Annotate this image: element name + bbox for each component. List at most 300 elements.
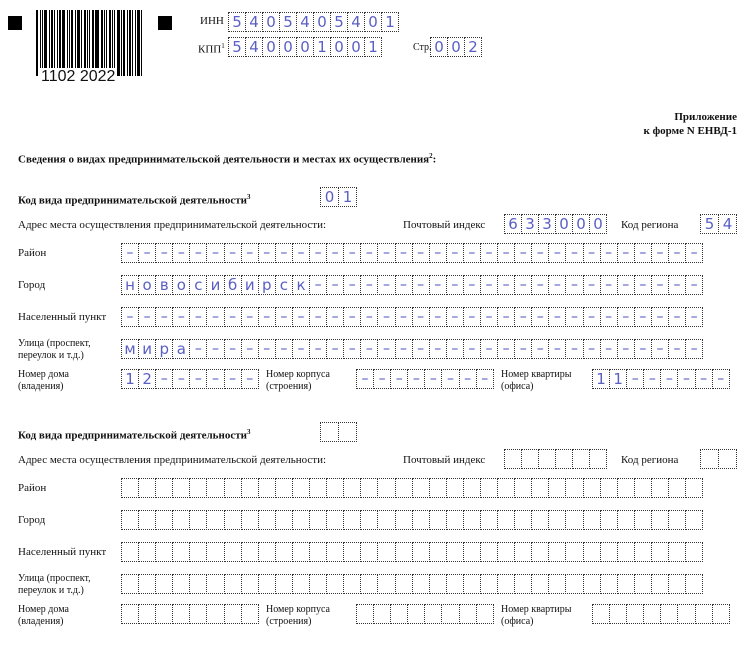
char-cell[interactable] — [292, 574, 310, 594]
char-cell[interactable] — [651, 478, 669, 498]
char-cell[interactable]: 0 — [364, 12, 382, 32]
char-cell[interactable] — [429, 542, 447, 562]
char-cell[interactable] — [189, 604, 207, 624]
char-cell[interactable]: 1 — [121, 369, 139, 389]
char-cell[interactable] — [309, 510, 327, 530]
char-cell[interactable] — [480, 510, 498, 530]
char-cell[interactable] — [514, 478, 532, 498]
char-cell[interactable]: и — [206, 275, 224, 295]
char-cell[interactable] — [395, 478, 413, 498]
char-cell[interactable]: – — [429, 243, 447, 263]
char-cell[interactable] — [463, 478, 481, 498]
char-cell[interactable]: 0 — [262, 37, 280, 57]
char-cell[interactable] — [390, 604, 408, 624]
char-cell[interactable] — [172, 478, 190, 498]
char-cell[interactable] — [583, 510, 601, 530]
char-cell[interactable] — [497, 478, 515, 498]
char-cell[interactable]: – — [373, 369, 391, 389]
char-cell[interactable]: 0 — [555, 214, 573, 234]
char-cell[interactable]: о — [138, 275, 156, 295]
char-cell[interactable]: 1 — [381, 12, 399, 32]
char-cell[interactable] — [718, 449, 737, 469]
char-cell[interactable] — [275, 574, 293, 594]
char-cell[interactable]: – — [343, 339, 361, 359]
char-cell[interactable] — [538, 449, 556, 469]
char-cell[interactable]: 0 — [347, 37, 365, 57]
char-cell[interactable] — [685, 478, 703, 498]
char-cell[interactable]: – — [446, 243, 464, 263]
char-cell[interactable]: – — [583, 307, 601, 327]
char-cell[interactable]: – — [343, 275, 361, 295]
char-cell[interactable] — [685, 574, 703, 594]
char-cell[interactable]: – — [258, 243, 276, 263]
char-cell[interactable] — [172, 604, 190, 624]
building-number-field[interactable] — [356, 369, 494, 389]
char-cell[interactable]: – — [626, 369, 644, 389]
char-cell[interactable] — [412, 574, 430, 594]
char-cell[interactable] — [343, 510, 361, 530]
char-cell[interactable]: – — [600, 307, 618, 327]
char-cell[interactable] — [548, 574, 566, 594]
char-cell[interactable]: 4 — [296, 12, 314, 32]
char-cell[interactable]: – — [309, 307, 327, 327]
char-cell[interactable]: 0 — [279, 37, 297, 57]
char-cell[interactable] — [206, 542, 224, 562]
char-cell[interactable]: – — [292, 307, 310, 327]
char-cell[interactable] — [343, 478, 361, 498]
char-cell[interactable]: – — [480, 307, 498, 327]
char-cell[interactable] — [121, 542, 139, 562]
char-cell[interactable] — [224, 510, 242, 530]
char-cell[interactable]: – — [309, 275, 327, 295]
char-cell[interactable]: – — [685, 275, 703, 295]
char-cell[interactable]: – — [121, 243, 139, 263]
char-cell[interactable] — [241, 510, 259, 530]
char-cell[interactable]: – — [395, 339, 413, 359]
char-cell[interactable] — [521, 449, 539, 469]
char-cell[interactable]: – — [429, 339, 447, 359]
char-cell[interactable] — [155, 510, 173, 530]
char-cell[interactable]: – — [463, 243, 481, 263]
char-cell[interactable] — [548, 510, 566, 530]
char-cell[interactable]: – — [258, 339, 276, 359]
char-cell[interactable] — [548, 478, 566, 498]
kpp-field[interactable] — [228, 37, 382, 57]
char-cell[interactable] — [446, 478, 464, 498]
char-cell[interactable] — [241, 574, 259, 594]
char-cell[interactable] — [589, 449, 607, 469]
char-cell[interactable] — [463, 574, 481, 594]
char-cell[interactable] — [497, 510, 515, 530]
char-cell[interactable]: – — [360, 339, 378, 359]
char-cell[interactable] — [480, 574, 498, 594]
char-cell[interactable]: 4 — [347, 12, 365, 32]
char-cell[interactable] — [377, 510, 395, 530]
char-cell[interactable]: – — [292, 339, 310, 359]
region-code-field[interactable] — [700, 214, 737, 234]
char-cell[interactable] — [565, 574, 583, 594]
char-cell[interactable]: – — [634, 339, 652, 359]
char-cell[interactable]: 1 — [609, 369, 627, 389]
char-cell[interactable]: – — [189, 369, 207, 389]
char-cell[interactable] — [441, 604, 459, 624]
char-cell[interactable] — [668, 542, 686, 562]
char-cell[interactable] — [617, 510, 635, 530]
activity-code-field[interactable] — [320, 187, 357, 207]
char-cell[interactable]: 5 — [700, 214, 719, 234]
char-cell[interactable] — [138, 574, 156, 594]
char-cell[interactable] — [189, 542, 207, 562]
char-cell[interactable]: с — [275, 275, 293, 295]
char-cell[interactable] — [326, 510, 344, 530]
char-cell[interactable]: – — [531, 243, 549, 263]
char-cell[interactable]: – — [463, 307, 481, 327]
char-cell[interactable] — [377, 478, 395, 498]
char-cell[interactable] — [172, 542, 190, 562]
char-cell[interactable] — [668, 478, 686, 498]
postal-index-field[interactable] — [504, 214, 607, 234]
char-cell[interactable]: в — [155, 275, 173, 295]
char-cell[interactable]: – — [390, 369, 408, 389]
char-cell[interactable]: – — [712, 369, 730, 389]
char-cell[interactable]: – — [497, 307, 515, 327]
char-cell[interactable]: – — [600, 275, 618, 295]
char-cell[interactable]: 0 — [330, 37, 348, 57]
char-cell[interactable]: – — [514, 243, 532, 263]
char-cell[interactable] — [275, 542, 293, 562]
char-cell[interactable]: – — [360, 307, 378, 327]
char-cell[interactable] — [241, 604, 259, 624]
char-cell[interactable]: – — [583, 275, 601, 295]
char-cell[interactable] — [172, 574, 190, 594]
char-cell[interactable] — [412, 542, 430, 562]
char-cell[interactable] — [583, 574, 601, 594]
char-cell[interactable]: – — [583, 339, 601, 359]
char-cell[interactable] — [685, 510, 703, 530]
char-cell[interactable] — [138, 478, 156, 498]
char-cell[interactable] — [412, 478, 430, 498]
char-cell[interactable]: – — [206, 307, 224, 327]
char-cell[interactable]: – — [241, 369, 259, 389]
char-cell[interactable] — [121, 510, 139, 530]
char-cell[interactable] — [138, 510, 156, 530]
char-cell[interactable] — [343, 542, 361, 562]
char-cell[interactable]: 3 — [521, 214, 539, 234]
char-cell[interactable]: – — [441, 369, 459, 389]
char-cell[interactable] — [600, 542, 618, 562]
char-cell[interactable]: а — [172, 339, 190, 359]
char-cell[interactable] — [377, 542, 395, 562]
char-cell[interactable] — [609, 604, 627, 624]
char-cell[interactable]: 0 — [296, 37, 314, 57]
char-cell[interactable]: – — [660, 369, 678, 389]
char-cell[interactable]: – — [138, 243, 156, 263]
char-cell[interactable]: – — [360, 275, 378, 295]
char-cell[interactable] — [700, 449, 719, 469]
char-cell[interactable]: – — [565, 275, 583, 295]
char-cell[interactable]: 2 — [464, 37, 482, 57]
char-cell[interactable] — [138, 542, 156, 562]
char-cell[interactable]: – — [412, 275, 430, 295]
char-cell[interactable]: – — [377, 275, 395, 295]
char-cell[interactable]: – — [275, 243, 293, 263]
char-cell[interactable]: – — [548, 243, 566, 263]
char-cell[interactable] — [592, 604, 610, 624]
char-cell[interactable]: 0 — [320, 187, 339, 207]
char-cell[interactable]: – — [459, 369, 477, 389]
house-number-field[interactable] — [121, 604, 259, 624]
char-cell[interactable] — [565, 478, 583, 498]
char-cell[interactable]: 1 — [592, 369, 610, 389]
city-field[interactable] — [121, 510, 703, 530]
building-number-field[interactable] — [356, 604, 494, 624]
char-cell[interactable]: – — [685, 339, 703, 359]
char-cell[interactable]: 5 — [228, 12, 246, 32]
char-cell[interactable]: – — [651, 339, 669, 359]
char-cell[interactable] — [480, 478, 498, 498]
char-cell[interactable] — [634, 478, 652, 498]
char-cell[interactable] — [463, 542, 481, 562]
char-cell[interactable] — [155, 574, 173, 594]
char-cell[interactable] — [155, 478, 173, 498]
char-cell[interactable] — [712, 604, 730, 624]
locality-field[interactable] — [121, 307, 703, 327]
char-cell[interactable] — [258, 510, 276, 530]
char-cell[interactable]: – — [617, 307, 635, 327]
char-cell[interactable] — [634, 510, 652, 530]
char-cell[interactable] — [531, 510, 549, 530]
char-cell[interactable]: – — [548, 275, 566, 295]
char-cell[interactable] — [480, 542, 498, 562]
char-cell[interactable]: – — [326, 275, 344, 295]
char-cell[interactable]: – — [206, 243, 224, 263]
char-cell[interactable]: – — [531, 275, 549, 295]
char-cell[interactable]: – — [668, 339, 686, 359]
char-cell[interactable] — [643, 604, 661, 624]
char-cell[interactable] — [360, 542, 378, 562]
char-cell[interactable]: – — [668, 307, 686, 327]
char-cell[interactable]: – — [565, 307, 583, 327]
char-cell[interactable] — [617, 542, 635, 562]
char-cell[interactable]: – — [668, 243, 686, 263]
house-number-field[interactable] — [121, 369, 259, 389]
char-cell[interactable] — [206, 574, 224, 594]
char-cell[interactable]: – — [224, 243, 242, 263]
char-cell[interactable]: – — [600, 339, 618, 359]
char-cell[interactable]: 1 — [313, 37, 331, 57]
char-cell[interactable] — [343, 574, 361, 594]
char-cell[interactable] — [514, 510, 532, 530]
char-cell[interactable]: 0 — [447, 37, 465, 57]
char-cell[interactable]: – — [407, 369, 425, 389]
char-cell[interactable]: б — [224, 275, 242, 295]
char-cell[interactable]: – — [155, 369, 173, 389]
char-cell[interactable] — [514, 542, 532, 562]
char-cell[interactable]: – — [395, 243, 413, 263]
char-cell[interactable]: – — [356, 369, 374, 389]
char-cell[interactable]: – — [429, 307, 447, 327]
char-cell[interactable]: – — [189, 307, 207, 327]
char-cell[interactable] — [497, 542, 515, 562]
char-cell[interactable] — [424, 604, 442, 624]
char-cell[interactable] — [172, 510, 190, 530]
char-cell[interactable]: – — [206, 339, 224, 359]
char-cell[interactable]: – — [326, 243, 344, 263]
char-cell[interactable]: – — [395, 275, 413, 295]
char-cell[interactable]: – — [429, 275, 447, 295]
char-cell[interactable]: 0 — [430, 37, 448, 57]
char-cell[interactable]: м — [121, 339, 139, 359]
char-cell[interactable] — [206, 510, 224, 530]
char-cell[interactable]: – — [677, 369, 695, 389]
char-cell[interactable] — [224, 478, 242, 498]
char-cell[interactable]: – — [548, 339, 566, 359]
char-cell[interactable]: 2 — [138, 369, 156, 389]
char-cell[interactable]: – — [565, 339, 583, 359]
char-cell[interactable]: – — [497, 275, 515, 295]
char-cell[interactable] — [651, 574, 669, 594]
char-cell[interactable] — [446, 574, 464, 594]
char-cell[interactable] — [548, 542, 566, 562]
char-cell[interactable] — [189, 574, 207, 594]
char-cell[interactable] — [206, 478, 224, 498]
char-cell[interactable]: – — [446, 339, 464, 359]
char-cell[interactable]: – — [695, 369, 713, 389]
char-cell[interactable] — [617, 574, 635, 594]
char-cell[interactable] — [360, 510, 378, 530]
char-cell[interactable]: – — [446, 275, 464, 295]
char-cell[interactable] — [660, 604, 678, 624]
char-cell[interactable]: – — [377, 339, 395, 359]
char-cell[interactable]: 4 — [245, 37, 263, 57]
char-cell[interactable] — [429, 574, 447, 594]
char-cell[interactable]: – — [343, 243, 361, 263]
char-cell[interactable]: 0 — [572, 214, 590, 234]
char-cell[interactable] — [189, 478, 207, 498]
char-cell[interactable]: 1 — [338, 187, 357, 207]
char-cell[interactable]: – — [241, 307, 259, 327]
char-cell[interactable] — [395, 574, 413, 594]
char-cell[interactable] — [309, 478, 327, 498]
char-cell[interactable]: р — [155, 339, 173, 359]
char-cell[interactable]: – — [446, 307, 464, 327]
char-cell[interactable]: – — [395, 307, 413, 327]
char-cell[interactable]: – — [643, 369, 661, 389]
char-cell[interactable] — [326, 542, 344, 562]
char-cell[interactable] — [583, 542, 601, 562]
char-cell[interactable]: – — [634, 275, 652, 295]
char-cell[interactable] — [600, 478, 618, 498]
char-cell[interactable] — [504, 449, 522, 469]
char-cell[interactable] — [531, 542, 549, 562]
char-cell[interactable]: – — [360, 243, 378, 263]
char-cell[interactable]: р — [258, 275, 276, 295]
char-cell[interactable]: – — [377, 243, 395, 263]
char-cell[interactable]: – — [309, 339, 327, 359]
char-cell[interactable]: – — [634, 307, 652, 327]
postal-index-field[interactable] — [504, 449, 607, 469]
char-cell[interactable] — [395, 542, 413, 562]
char-cell[interactable] — [429, 478, 447, 498]
char-cell[interactable] — [155, 542, 173, 562]
char-cell[interactable] — [224, 542, 242, 562]
char-cell[interactable]: – — [480, 339, 498, 359]
char-cell[interactable]: – — [377, 307, 395, 327]
char-cell[interactable]: 5 — [330, 12, 348, 32]
char-cell[interactable]: – — [224, 339, 242, 359]
char-cell[interactable]: – — [241, 243, 259, 263]
char-cell[interactable] — [258, 574, 276, 594]
char-cell[interactable]: – — [497, 243, 515, 263]
char-cell[interactable] — [360, 574, 378, 594]
char-cell[interactable] — [600, 510, 618, 530]
char-cell[interactable] — [138, 604, 156, 624]
char-cell[interactable] — [275, 510, 293, 530]
char-cell[interactable]: и — [138, 339, 156, 359]
char-cell[interactable]: – — [155, 307, 173, 327]
char-cell[interactable] — [555, 449, 573, 469]
char-cell[interactable] — [292, 478, 310, 498]
char-cell[interactable] — [395, 510, 413, 530]
char-cell[interactable]: – — [685, 307, 703, 327]
locality-field[interactable] — [121, 542, 703, 562]
char-cell[interactable] — [565, 542, 583, 562]
char-cell[interactable]: к — [292, 275, 310, 295]
char-cell[interactable]: – — [651, 275, 669, 295]
char-cell[interactable]: – — [241, 339, 259, 359]
char-cell[interactable] — [275, 478, 293, 498]
char-cell[interactable]: 0 — [262, 12, 280, 32]
char-cell[interactable]: – — [172, 243, 190, 263]
char-cell[interactable] — [360, 478, 378, 498]
char-cell[interactable]: – — [617, 243, 635, 263]
char-cell[interactable]: – — [531, 339, 549, 359]
char-cell[interactable] — [531, 574, 549, 594]
inn-field[interactable] — [228, 12, 399, 32]
char-cell[interactable]: – — [412, 307, 430, 327]
char-cell[interactable]: 4 — [245, 12, 263, 32]
char-cell[interactable]: – — [224, 369, 242, 389]
char-cell[interactable]: – — [651, 307, 669, 327]
char-cell[interactable] — [320, 422, 339, 442]
char-cell[interactable] — [677, 604, 695, 624]
char-cell[interactable]: – — [497, 339, 515, 359]
char-cell[interactable]: – — [651, 243, 669, 263]
char-cell[interactable] — [377, 574, 395, 594]
char-cell[interactable]: – — [292, 243, 310, 263]
page-number-field[interactable] — [430, 37, 482, 57]
char-cell[interactable]: – — [258, 307, 276, 327]
char-cell[interactable]: о — [172, 275, 190, 295]
char-cell[interactable] — [407, 604, 425, 624]
char-cell[interactable] — [634, 542, 652, 562]
char-cell[interactable]: – — [412, 339, 430, 359]
district-field[interactable] — [121, 243, 703, 263]
char-cell[interactable]: – — [514, 275, 532, 295]
char-cell[interactable]: – — [172, 369, 190, 389]
char-cell[interactable] — [685, 542, 703, 562]
char-cell[interactable]: с — [189, 275, 207, 295]
char-cell[interactable] — [309, 574, 327, 594]
char-cell[interactable]: – — [634, 243, 652, 263]
char-cell[interactable] — [292, 510, 310, 530]
char-cell[interactable]: – — [617, 275, 635, 295]
char-cell[interactable]: – — [138, 307, 156, 327]
char-cell[interactable] — [572, 449, 590, 469]
street-field[interactable] — [121, 574, 703, 594]
char-cell[interactable]: – — [412, 243, 430, 263]
char-cell[interactable]: – — [206, 369, 224, 389]
